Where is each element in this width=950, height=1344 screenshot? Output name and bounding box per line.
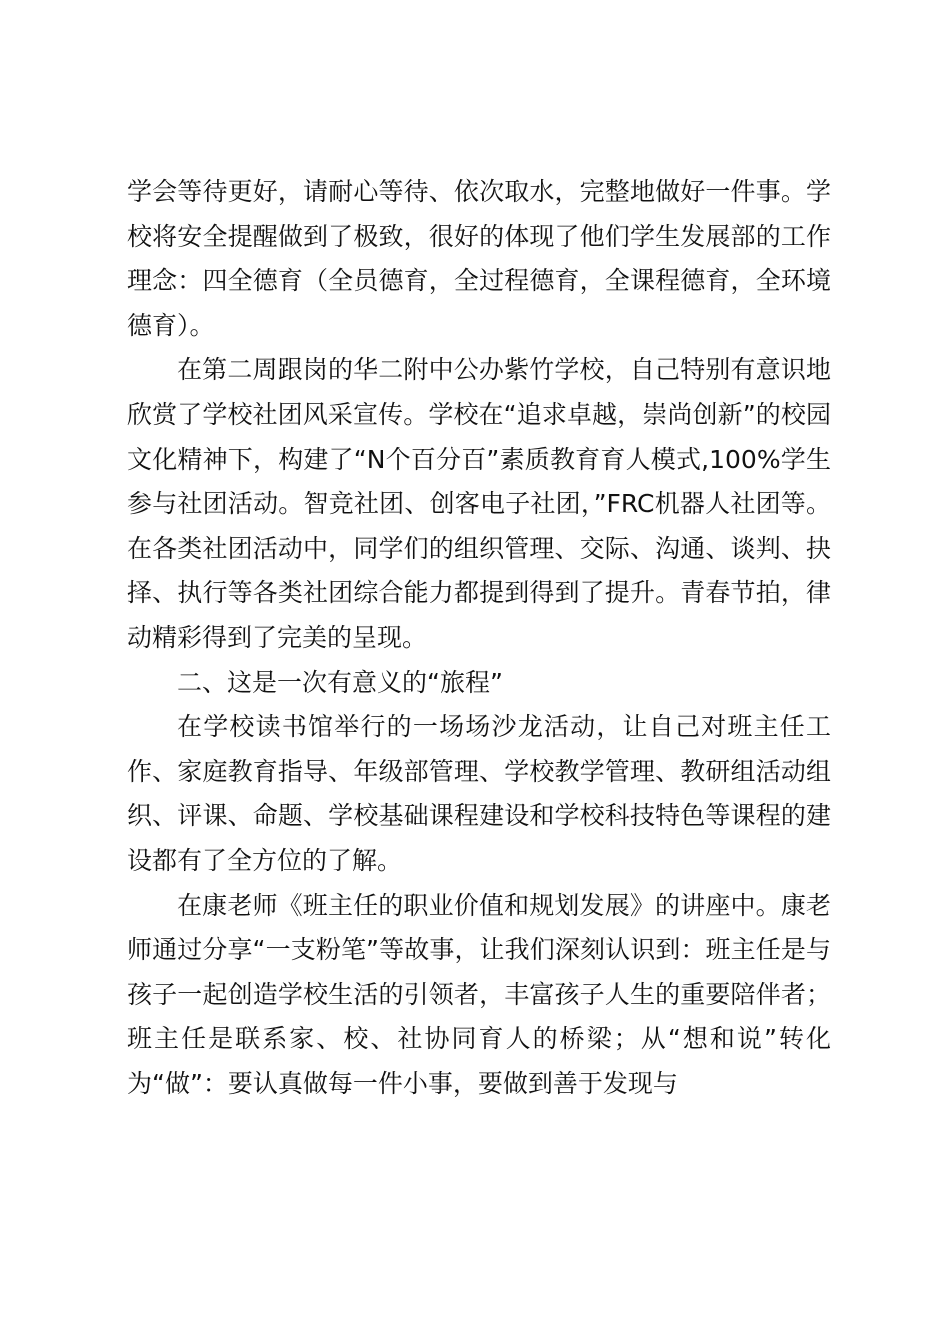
paragraph-3: 在学校读书馆举行的一场场沙龙活动，让自己对班主任工作、家庭教育指导、年级部管理、学校教学管理、教研组活动组织、评课、命题、学校基础课程建设和学校科技特色等课程的建设都有了全方位的了解。: [127, 712, 831, 875]
paragraph-2: 在第二周跟岗的华二附中公办紫竹学校，自己特别有意识地欣赏了学校社团风采宣传。学校在“追求卓越，崇尚创新”的校园文化精神下，构建了“N个百分百”素质教育育人模式,100%学生参与社团活动。智竞社团、创客电子社团，”FRC机器人社团等。在各类社团活动中，同学们的组织管理、交际、沟通、谈判、抉择、执行等各类社团综合能力都提到得到了提升。青春节拍，律动精彩得到了完美的呈现。: [127, 355, 831, 652]
paragraph-4: 在康老师《班主任的职业价值和规划发展》的讲座中。康老师通过分享“一支粉笔”等故事，让我们深刻认识到：班主任是与孩子一起创造学校生活的引领者，丰富孩子人生的重要陪伴者；班主任是联系家、校、社协同育人的桥梁；从“想和说”转化为“做”：要认真做每一件小事，要做到善于发现与: [127, 890, 831, 1098]
section-heading: 二、这是一次有意义的“旅程”: [177, 667, 503, 697]
document-page: [127, 170, 831, 1106]
paragraph-1: 学会等待更好，请耐心等待、依次取水，完整地做好一件事。学校将安全提醒做到了极致，很好的体现了他们学生发展部的工作理念：四全德育（全员德育，全过程德育，全课程德育，全环境德育）。: [127, 177, 831, 340]
